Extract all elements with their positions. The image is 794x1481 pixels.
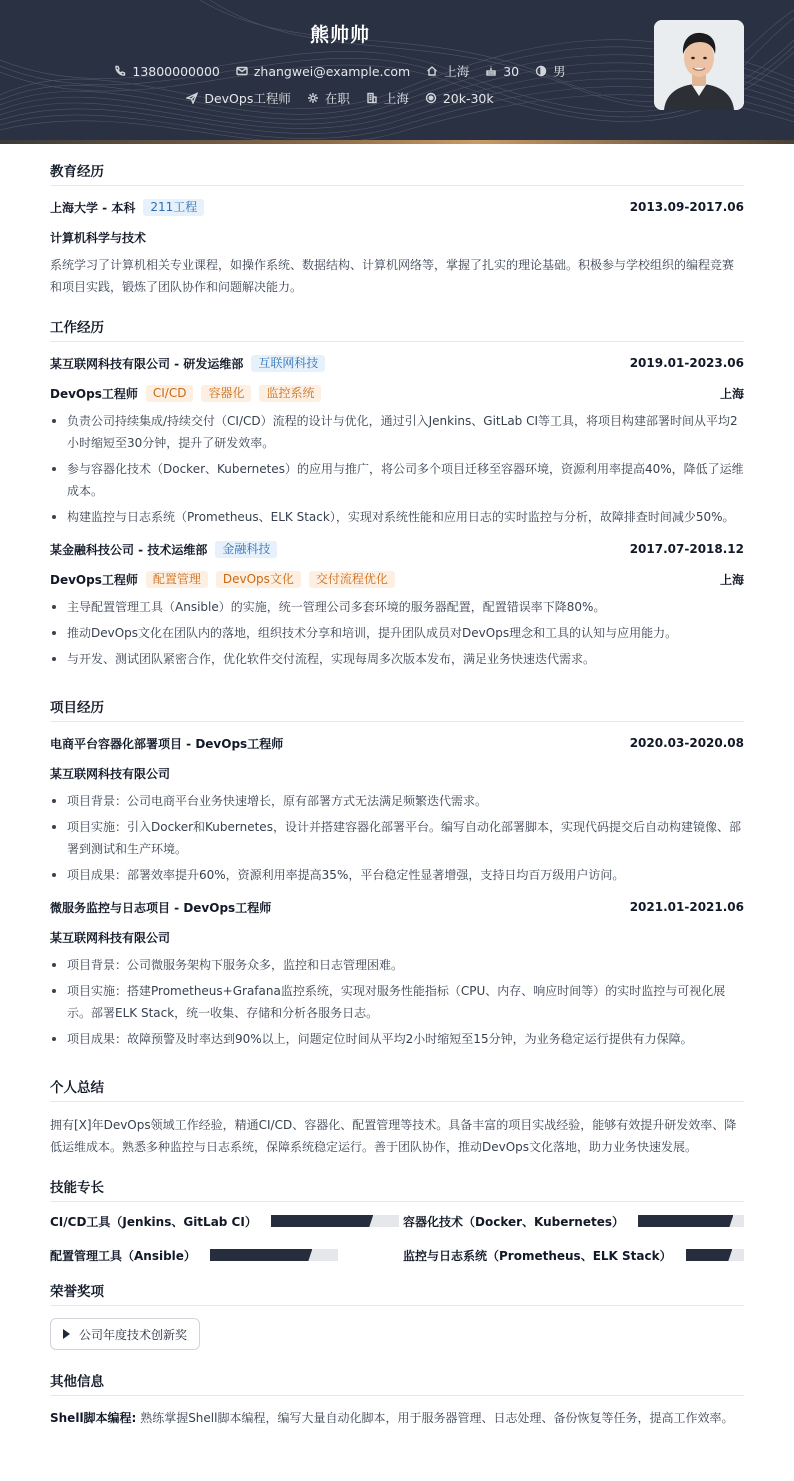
skill-tag: DevOps文化 bbox=[216, 571, 301, 588]
work-date: 2017.07-2018.12 bbox=[629, 542, 744, 556]
list-item: 项目背景：公司微服务架构下服务众多，监控和日志管理困难。 bbox=[50, 954, 744, 976]
school-tag: 211工程 bbox=[143, 199, 204, 216]
role-name: DevOps工程师 bbox=[50, 386, 138, 401]
job-item bbox=[186, 89, 291, 107]
gender-text: 男 bbox=[553, 64, 566, 79]
skill-bar bbox=[210, 1249, 338, 1261]
skill-tag: 监控系统 bbox=[259, 385, 321, 402]
job-text: DevOps工程师 bbox=[204, 91, 291, 106]
phone-item bbox=[114, 64, 219, 79]
other-info-text bbox=[50, 1408, 744, 1428]
avatar-portrait bbox=[654, 20, 744, 110]
list-item: 项目背景：公司电商平台业务快速增长，原有部署方式无法满足频繁迭代需求。 bbox=[50, 790, 744, 812]
avatar bbox=[654, 20, 744, 110]
work-header-row bbox=[50, 540, 744, 558]
project-name: 微服务监控与日志项目 - DevOps工程师 bbox=[50, 900, 272, 915]
work-item bbox=[50, 354, 744, 528]
skill-tag: 交付流程优化 bbox=[309, 571, 395, 588]
skill-bar bbox=[271, 1215, 399, 1227]
skill-bar bbox=[686, 1249, 744, 1261]
work-bullets bbox=[50, 596, 744, 670]
award-toggle-button[interactable] bbox=[50, 1318, 200, 1350]
skill-label: CI/CD工具（Jenkins、GitLab CI） bbox=[50, 1214, 257, 1229]
project-name: 电商平台容器化部署项目 - DevOps工程师 bbox=[50, 736, 284, 751]
email-text: zhangwei@example.com bbox=[253, 63, 411, 79]
summary-text: 拥有[X]年DevOps领域工作经验，精通CI/CD、容器化、配置管理等技术。具备丰富的项目实战经验，能够有效提升研发效率、降低运维成本。熟悉多种监控与日志系统，保障系统稳定运行。善于团队协作，推动DevOps文化落地，助力业务快速发展。 bbox=[50, 1118, 737, 1154]
company-name: 某互联网科技有限公司 - 研发运维部 bbox=[50, 356, 244, 371]
section-title-skills: 技能专长 bbox=[50, 1176, 744, 1202]
job-row bbox=[0, 89, 680, 107]
skill-tag: 配置管理 bbox=[146, 571, 208, 588]
section-title-summary: 个人总结 bbox=[50, 1076, 744, 1102]
age-text: 30 bbox=[503, 63, 520, 79]
section-title-work: 工作经历 bbox=[50, 316, 744, 342]
list-item: 项目成果：故障预警及时率达到90%以上，问题定位时间从平均2小时缩短至15分钟，为业务稳定运行提供有力保障。 bbox=[50, 1028, 744, 1050]
work-item bbox=[50, 540, 744, 670]
skill-bar-fill bbox=[686, 1249, 733, 1261]
contact-row bbox=[0, 62, 680, 80]
industry-tag: 互联网科技 bbox=[251, 355, 325, 372]
skill-bar-fill bbox=[271, 1215, 373, 1227]
list-item: 项目实施：搭建Prometheus+Grafana监控系统，实现对服务性能指标（CPU、内存、响应时间等）的实时监控与可视化展示。部署ELK Stack，统一收集、存储和分析各服务日志。 bbox=[50, 980, 744, 1024]
status-text: 在职 bbox=[324, 91, 350, 106]
project-bullets bbox=[50, 790, 744, 886]
gender-item bbox=[535, 62, 566, 80]
phone-icon bbox=[114, 65, 126, 77]
project-date: 2020.03-2020.08 bbox=[629, 736, 744, 750]
building-icon bbox=[366, 92, 378, 104]
project-header-row bbox=[50, 898, 744, 916]
resume-body bbox=[50, 160, 744, 1428]
skills-grid bbox=[50, 1214, 744, 1262]
skill-item bbox=[50, 1214, 403, 1228]
skill-bar-fill bbox=[210, 1249, 312, 1261]
skill-bar-fill bbox=[638, 1215, 733, 1227]
skill-tag: 容器化 bbox=[201, 385, 251, 402]
location-item bbox=[426, 62, 469, 80]
project-bullets bbox=[50, 954, 744, 1050]
mail-icon bbox=[236, 65, 248, 77]
list-item: 推动DevOps文化在团队内的落地，组织技术分享和培训，提升团队成员对DevOps理念和工具的认知与应用能力。 bbox=[50, 622, 744, 644]
work-bullets bbox=[50, 410, 744, 528]
list-item: 项目成果：部署效率提升60%，资源利用率提高35%，平台稳定性显著增强，支持日均百万级用户访问。 bbox=[50, 864, 744, 886]
age-item bbox=[485, 64, 519, 79]
status-item bbox=[307, 89, 350, 107]
skill-bar bbox=[638, 1215, 744, 1227]
list-item: 主导配置管理工具（Ansible）的实施，统一管理公司多套环境的服务器配置，配置错误率下降80%。 bbox=[50, 596, 744, 618]
list-item: 构建监控与日志系统（Prometheus、ELK Stack），实现对系统性能和应用日志的实时监控与分析，故障排查时间减少50%。 bbox=[50, 506, 744, 528]
major-name: 计算机科学与技术 bbox=[50, 230, 147, 245]
skill-label: 容器化技术（Docker、Kubernetes） bbox=[403, 1214, 625, 1229]
location-text: 上海 bbox=[444, 64, 470, 79]
section-title-education: 教育经历 bbox=[50, 160, 744, 186]
city-item bbox=[366, 89, 409, 107]
gear-icon bbox=[307, 92, 319, 104]
project-item bbox=[50, 734, 744, 886]
work-role-row bbox=[50, 570, 744, 588]
section-title-honors: 荣誉奖项 bbox=[50, 1280, 744, 1306]
project-company-row bbox=[50, 764, 744, 782]
company-name: 某金融科技公司 - 技术运维部 bbox=[50, 542, 208, 557]
phone-text: 13800000000 bbox=[132, 63, 220, 79]
candidate-name: 熊帅帅 bbox=[309, 24, 370, 46]
education-description: 系统学习了计算机相关专业课程，如操作系统、数据结构、计算机网络等，掌握了扎实的理论基础。积极参与学校组织的编程竞赛和项目实践，锻炼了团队协作和问题解决能力。 bbox=[50, 258, 735, 294]
gender-icon bbox=[535, 65, 547, 77]
list-item: 参与容器化技术（Docker、Kubernetes）的应用与推广，将公司多个项目迁移至容器环境，资源利用率提高40%，降低了运维成本。 bbox=[50, 458, 744, 502]
coin-icon bbox=[425, 92, 437, 104]
education-date: 2013.09-2017.06 bbox=[629, 200, 744, 214]
skill-item bbox=[403, 1214, 744, 1228]
email-item bbox=[236, 64, 410, 79]
project-date: 2021.01-2021.06 bbox=[629, 900, 744, 914]
work-role-row bbox=[50, 384, 744, 402]
salary-item bbox=[425, 91, 494, 106]
list-item: 项目实施：引入Docker和Kubernetes，设计并搭建容器化部署平台。编写自动化部署脚本，实现代码提交后自动构建镜像、部署到测试和生产环境。 bbox=[50, 816, 744, 860]
skill-tag: CI/CD bbox=[146, 385, 194, 402]
home-icon bbox=[426, 65, 438, 77]
other-info-label: Shell脚本编程: bbox=[50, 1411, 137, 1425]
work-city: 上海 bbox=[719, 572, 744, 587]
list-item: 负责公司持续集成/持续交付（CI/CD）流程的设计与优化，通过引入Jenkins、GitLab CI等工具，将项目构建部署时间从平均2小时缩短至30分钟，提升了研发效率。 bbox=[50, 410, 744, 454]
cake-icon bbox=[485, 65, 497, 77]
project-company: 某互联网科技有限公司 bbox=[50, 930, 171, 945]
list-item: 与开发、测试团队紧密合作，优化软件交付流程，实现每周多次版本发布，满足业务快速迭代需求。 bbox=[50, 648, 744, 670]
award-label: 公司年度技术创新奖 bbox=[79, 1327, 188, 1342]
skill-label: 监控与日志系统（Prometheus、ELK Stack） bbox=[403, 1248, 672, 1263]
skill-item bbox=[403, 1248, 744, 1262]
industry-tag: 金融科技 bbox=[215, 541, 277, 558]
send-icon bbox=[186, 92, 198, 104]
role-name: DevOps工程师 bbox=[50, 572, 138, 587]
project-company-row bbox=[50, 928, 744, 946]
work-header-row bbox=[50, 354, 744, 372]
project-header-row bbox=[50, 734, 744, 752]
education-header-row bbox=[50, 198, 744, 216]
section-title-projects: 项目经历 bbox=[50, 696, 744, 722]
work-date: 2019.01-2023.06 bbox=[629, 356, 744, 370]
other-info-body: 熟练掌握Shell脚本编程，编写大量自动化脚本，用于服务器管理、日志处理、备份恢复等任务，提高工作效率。 bbox=[140, 1411, 734, 1425]
salary-text: 20k-30k bbox=[442, 90, 494, 106]
section-title-other: 其他信息 bbox=[50, 1370, 744, 1396]
header-accent-bar bbox=[0, 140, 794, 144]
resume-header bbox=[0, 0, 794, 140]
skill-item bbox=[50, 1248, 403, 1262]
play-triangle-icon bbox=[63, 1329, 70, 1339]
project-company: 某互联网科技有限公司 bbox=[50, 766, 171, 781]
work-city: 上海 bbox=[719, 386, 744, 401]
education-major-row bbox=[50, 228, 744, 246]
school-name: 上海大学 - 本科 bbox=[50, 200, 136, 215]
city-text: 上海 bbox=[383, 91, 409, 106]
skill-label: 配置管理工具（Ansible） bbox=[50, 1248, 196, 1263]
project-item bbox=[50, 898, 744, 1050]
